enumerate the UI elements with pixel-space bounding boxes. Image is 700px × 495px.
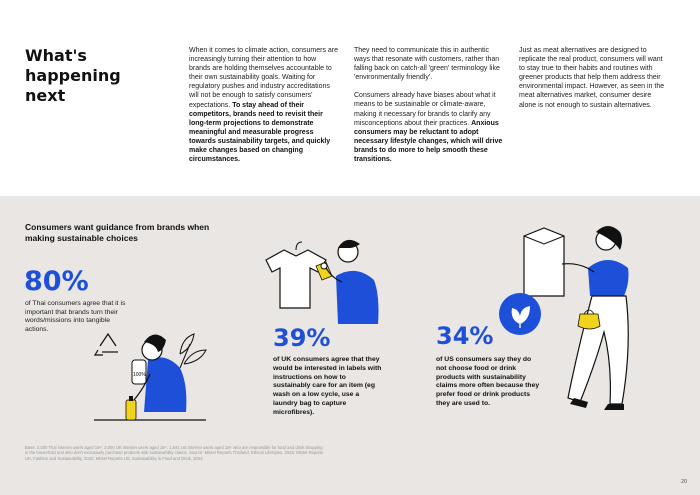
text-column-3 — [519, 46, 667, 110]
paragraph: Just as meat alternatives are designed to replicate the real product, consumers will want to stay true to their habits and routines with greener products that help them address their environmental impact. However, as seen in the meat alternatives market, consumer desire alone is not enough to sustain alternatives. — [519, 47, 665, 109]
paragraph: They need to communicate this in authentic ways that resonate with customers, rather than falling back on catch-all 'green' terminology like 'environmentally friendly'. — [354, 47, 500, 82]
paragraph-emphasis: To stay ahead of their competitors, brands need to revisit their long-term projections to demonstrate meaningful and measurable progress towards sustainability targets, and quickly make changes based on changing circumstances. — [189, 101, 331, 164]
section-title: Consumers want guidance from brands when making sustainable choices — [25, 222, 210, 243]
woman-recycling-illustration — [88, 324, 216, 428]
footnote: Base: 2,000 Thai internet users aged 18+; 2,000 UK internet users aged 16+; 1,641 US internet users aged 18+ who are responsible for food and drink shopping in the household and who don't exclusively purchase products with sustainability claims. Source: Mintel Reports Thailand, Ethical Lifestyles, 2023; Mintel Reports UK, Fashion and Sustainability, 2022; Mintel Reports US, Sustainability in Food and Drink, 2023 — [25, 445, 324, 461]
stat-value-us: 34% — [436, 322, 494, 350]
bottle-label: 100% — [133, 372, 146, 378]
paragraph-text: When it comes to climate action, consumers are increasingly turning their attention to how brands are holding themselves accountable to their own sustainability goals. Waiting for regulatory pushes and industry accreditations will not be enough to satisfy consumers' expectations. — [189, 47, 339, 109]
page-heading — [25, 46, 155, 106]
paragraph-text: Consumers already have biases about what it means to be sustainable or climate-aware, making it necessary for brands to clarify any misconceptions about their practices. — [354, 92, 496, 127]
heading-line: next — [25, 86, 66, 105]
stats-panel — [0, 196, 700, 495]
stat-text-us: of US consumers say they do not choose food or drink products with sustainability claims more often because they prefer food or drink products they are used to. — [436, 356, 540, 407]
stat-text-thai: of Thai consumers agree that it is important that brands turn their words/missions into tangible actions. — [25, 300, 126, 333]
text-column-1 — [189, 46, 339, 164]
man-with-shirt-illustration — [256, 236, 396, 326]
intro-section — [0, 0, 700, 196]
recycle-icon — [95, 334, 118, 355]
paragraph — [354, 91, 506, 164]
plant-icon — [180, 334, 206, 368]
leaf-badge-icon — [499, 293, 541, 335]
stat-value-thai: 80% — [24, 266, 89, 297]
page-number: 20 — [681, 479, 688, 485]
heading-line: happening — [25, 66, 121, 85]
paragraph — [189, 46, 339, 164]
paragraph-emphasis: Anxious consumers may be reluctant to adopt necessary lifestyle changes, which will drive brands to do more to help smooth these transitions. — [354, 119, 503, 164]
text-column-2 — [354, 46, 506, 164]
stat-value-uk: 39% — [273, 324, 331, 352]
stat-text-uk: of UK consumers agree that they would be interested in labels with instructions on how to sustainably care for an item (eg wash on a low cycle, use a laundry bag to capture microfibres). — [273, 356, 382, 416]
heading-line: What's — [25, 46, 87, 65]
